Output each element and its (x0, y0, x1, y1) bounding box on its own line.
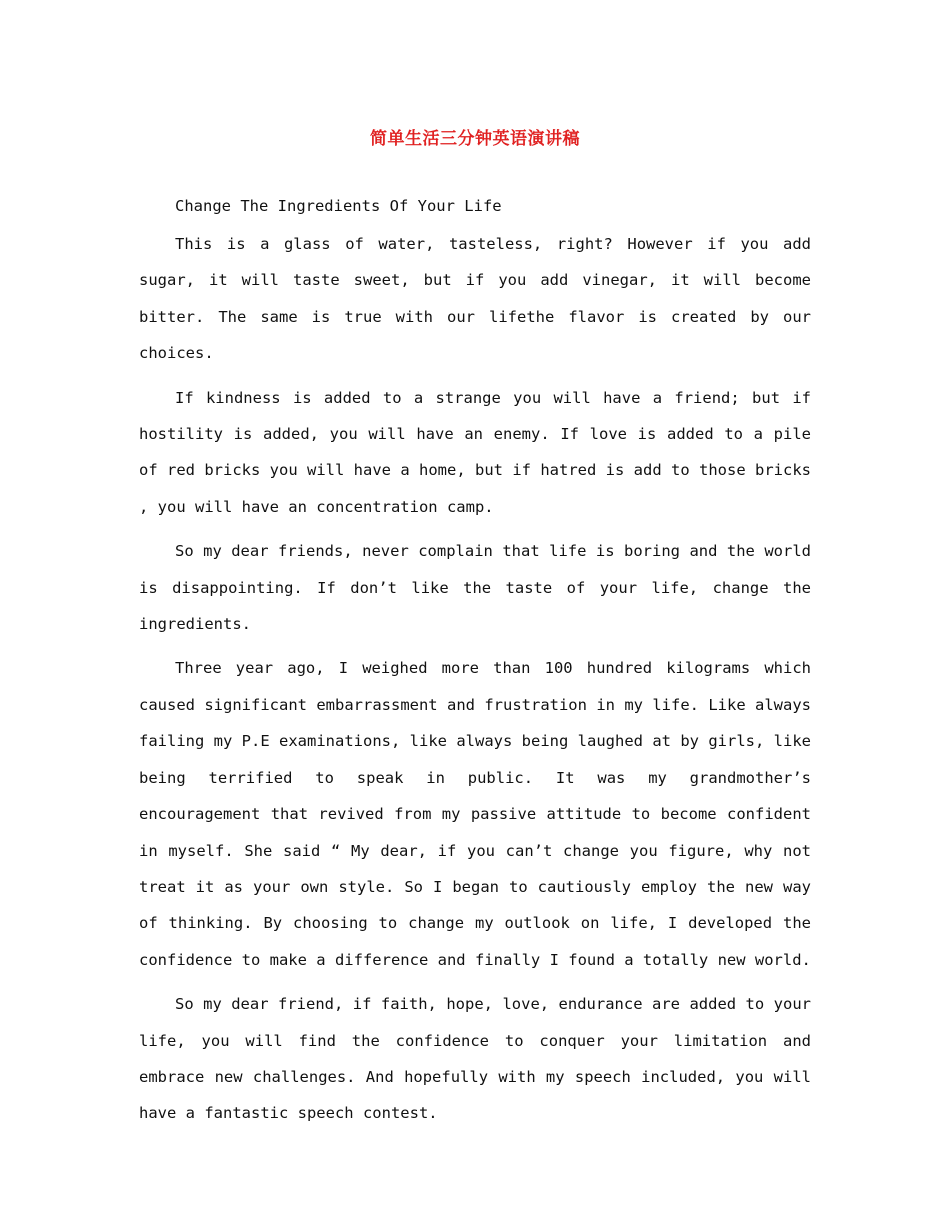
paragraph-1: This is a glass of water, tasteless, right? However if you add sugar, it will taste sweet, but if you add vinegar, it will become bitter. The same is true with our lifethe flavor is created by our choices. (139, 235, 811, 363)
paragraph-5: So my dear friend, if faith, hope, love, endurance are added to your life, you will find the confidence to conquer your limitation and embrace new challenges. And hopefully with my speech included, you will have a fantastic speech contest. (139, 995, 811, 1123)
speech-subtitle: Change The Ingredients Of Your Life (175, 197, 502, 215)
paragraph-2: If kindness is added to a strange you will have a friend; but if hostility is added, you will have an enemy. If love is added to a pile of red bricks you will have a home, but if hatred is add to those bricks , you will have an concentration camp. (139, 388, 811, 516)
paragraph-4: Three year ago, I weighed more than 100 hundred kilograms which caused significant embarrassment and frustration in my life. Like always failing my P.E examinations, like always being laughed at by girls, like being terrified to speak in public. It was my grandmother’s encouragement that revived from my passive attitude to become confident in myself. She said “ My dear, if you can’t change you figure, why not treat it as your own style. So I began to cautiously employ the new way of thinking. By choosing to change my outlook on life, I developed the confidence to make a difference and finally I found a totally new world. (139, 659, 811, 969)
document-title: 简单生活三分钟英语演讲稿 (370, 129, 580, 149)
paragraph-3: So my dear friends, never complain that life is boring and the world is disappointing. If don’t like the taste of your life, change the ingredients. (139, 542, 811, 634)
document-body (139, 194, 811, 1132)
